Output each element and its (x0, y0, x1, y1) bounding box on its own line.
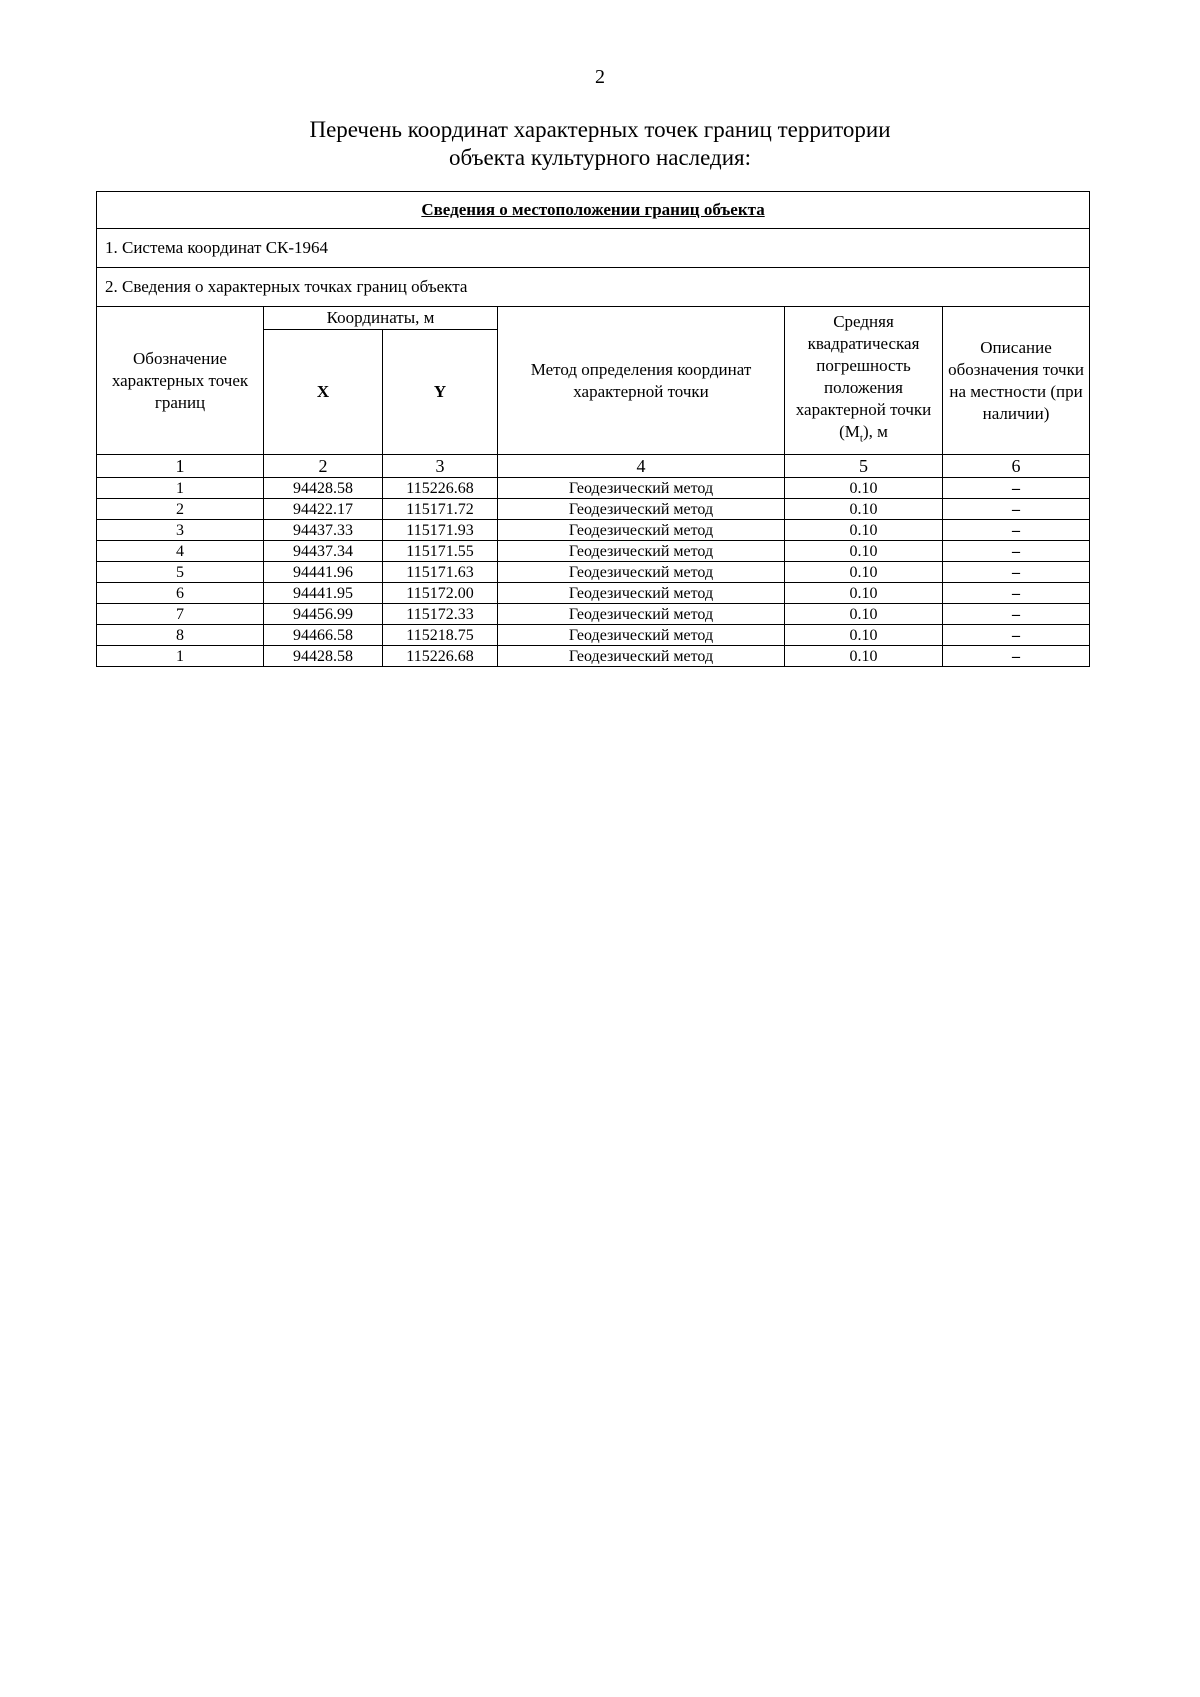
description: – (943, 520, 1090, 541)
description: – (943, 583, 1090, 604)
coordinate-system-row: 1. Система координат СК-1964 (97, 229, 1090, 268)
table-row (97, 520, 1090, 541)
method: Геодезический метод (498, 562, 785, 583)
method: Геодезический метод (498, 583, 785, 604)
y-coordinate: 115172.00 (383, 583, 498, 604)
column-number: 2 (264, 455, 383, 478)
table-row (97, 583, 1090, 604)
description: – (943, 478, 1090, 499)
method: Геодезический метод (498, 646, 785, 667)
table-row (97, 478, 1090, 499)
column-number: 3 (383, 455, 498, 478)
column-header-error: Средняя квадратическая погрешность положения характерной точки $(M_t)$, м (785, 307, 943, 455)
column-header-coordinates: Координаты, м (264, 307, 498, 330)
description: – (943, 646, 1090, 667)
table-row (97, 499, 1090, 520)
table-row (97, 604, 1090, 625)
description: – (943, 625, 1090, 646)
method: Геодезический метод (498, 520, 785, 541)
y-coordinate: 115171.55 (383, 541, 498, 562)
point-designation: 1 (97, 646, 264, 667)
error: 0.10 (785, 562, 943, 583)
y-coordinate: 115171.93 (383, 520, 498, 541)
x-coordinate: 94428.58 (264, 478, 383, 499)
error: 0.10 (785, 604, 943, 625)
method: Геодезический метод (498, 604, 785, 625)
x-coordinate: 94441.95 (264, 583, 383, 604)
point-designation: 1 (97, 478, 264, 499)
point-designation: 2 (97, 499, 264, 520)
column-number: 4 (498, 455, 785, 478)
method: Геодезический метод (498, 499, 785, 520)
error: 0.10 (785, 646, 943, 667)
document-title-line-2: объекта культурного наследия: (448, 145, 752, 170)
y-coordinate: 115226.68 (383, 646, 498, 667)
method: Геодезический метод (498, 541, 785, 562)
x-coordinate: 94437.34 (264, 541, 383, 562)
description: – (943, 562, 1090, 583)
error: 0.10 (785, 583, 943, 604)
page-number: 2 (595, 66, 605, 88)
error: 0.10 (785, 478, 943, 499)
y-coordinate: 115171.72 (383, 499, 498, 520)
point-designation: 6 (97, 583, 264, 604)
column-header-description: Описание обозначения точки на местности (при наличии) (943, 307, 1090, 455)
table-row (97, 625, 1090, 646)
x-coordinate: 94441.96 (264, 562, 383, 583)
x-coordinate: 94422.17 (264, 499, 383, 520)
x-coordinate: 94437.33 (264, 520, 383, 541)
x-coordinate: 94466.58 (264, 625, 383, 646)
description: – (943, 604, 1090, 625)
document-title (0, 116, 1200, 172)
x-coordinate: 94428.58 (264, 646, 383, 667)
column-header-x: X (264, 330, 383, 455)
table-row (97, 541, 1090, 562)
column-number: 5 (785, 455, 943, 478)
column-header-y: Y (383, 330, 498, 455)
table-heading: Сведения о местоположении границ объекта (97, 192, 1090, 229)
point-designation: 4 (97, 541, 264, 562)
document-title-line-1: Перечень координат характерных точек границ территории (309, 117, 891, 142)
method: Геодезический метод (498, 625, 785, 646)
column-header-method: Метод определения координат характерной точки (498, 307, 785, 455)
error: 0.10 (785, 520, 943, 541)
description: – (943, 541, 1090, 562)
column-number: 1 (97, 455, 264, 478)
error: 0.10 (785, 625, 943, 646)
points-section-row: 2. Сведения о характерных точках границ объекта (97, 268, 1090, 307)
y-coordinate: 115172.33 (383, 604, 498, 625)
boundary-coordinates-table (96, 191, 1090, 667)
x-coordinate: 94456.99 (264, 604, 383, 625)
y-coordinate: 115218.75 (383, 625, 498, 646)
y-coordinate: 115171.63 (383, 562, 498, 583)
error: 0.10 (785, 499, 943, 520)
table-row (97, 646, 1090, 667)
description: – (943, 499, 1090, 520)
error: 0.10 (785, 541, 943, 562)
point-designation: 3 (97, 520, 264, 541)
table-row (97, 562, 1090, 583)
column-header-designation: Обозначение характерных точек границ (97, 307, 264, 455)
column-numbers-row (97, 455, 1090, 478)
column-number: 6 (943, 455, 1090, 478)
point-designation: 8 (97, 625, 264, 646)
point-designation: 5 (97, 562, 264, 583)
point-designation: 7 (97, 604, 264, 625)
method: Геодезический метод (498, 478, 785, 499)
y-coordinate: 115226.68 (383, 478, 498, 499)
